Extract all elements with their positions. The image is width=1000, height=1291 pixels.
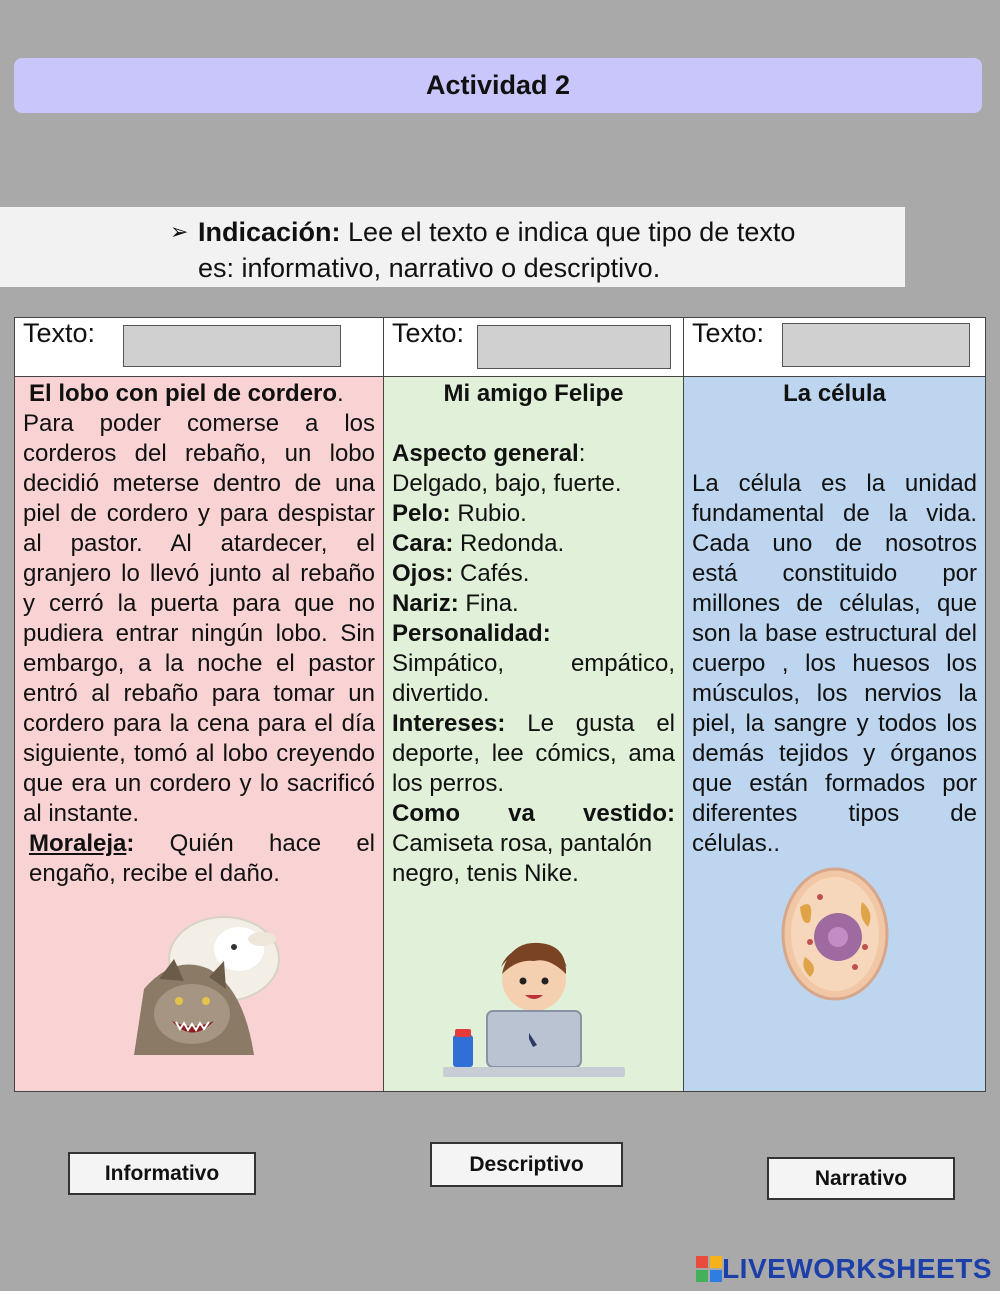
activity-title — [14, 58, 982, 113]
moral-text: Quién hace el engaño, recibe el daño. — [29, 830, 376, 887]
header-cell-2 — [384, 318, 684, 377]
boy-laptop-illustration — [392, 929, 675, 1079]
wolf-sheep-icon — [114, 909, 284, 1055]
answer-informativo-label: Informativo — [104, 1161, 220, 1185]
cell-illustration — [692, 867, 977, 1002]
texts-table — [14, 317, 986, 1092]
instruction-line1: Lee el texto e indica que tipo de texto — [348, 217, 796, 247]
drop-slot-1[interactable] — [123, 325, 341, 367]
aspecto-value: Delgado, bajo, fuerte. — [392, 470, 622, 497]
aspecto-label: Aspecto general — [392, 440, 579, 467]
content-row — [15, 377, 986, 1092]
header-row — [15, 318, 986, 377]
moral-colon: : — [126, 830, 135, 857]
lobo-title-suffix: . — [337, 380, 344, 407]
ojos-value: Cafés. — [460, 560, 530, 587]
nariz-value: Fina. — [465, 590, 519, 617]
vestido-label: Como va vestido: — [392, 800, 675, 827]
texto-label-3: Texto: — [692, 318, 765, 348]
lobo-moral — [23, 829, 375, 889]
ojos-label: Ojos: — [392, 560, 454, 587]
logo-text: LIVEWORKSHEETS — [722, 1253, 992, 1284]
felipe-title: Mi amigo Felipe — [443, 380, 624, 407]
header-cell-3 — [684, 318, 986, 377]
celula-title: La célula — [783, 380, 886, 407]
moral-label: Moraleja — [29, 830, 127, 857]
wolf-sheep-illustration — [23, 909, 375, 1055]
answer-narrativo-label: Narrativo — [814, 1166, 908, 1190]
felipe-cell — [384, 377, 684, 1092]
lobo-paragraph: Para poder comerse a los corderos del rebaño, un lobo decidió meterse dentro de una piel de cordero y para despistar al pastor. Al atardecer, el granjero lo llevó junto al rebaño y cerró la puerta para que no pudiera entrar ningún lobo. Sin embargo, a la noche el pastor entró al rebaño para tomar un cordero para la cena para el día siguiente, tomó al lobo creyendo que era un cordero y lo sacrificó al instante. — [23, 410, 375, 827]
cara-label: Cara: — [392, 530, 454, 557]
texto-label-1: Texto: — [23, 318, 96, 348]
celula-paragraph: La célula es la unidad fundamental de la vida. Cada uno de nosotros está constituido por millones de células, que son la base estructural del cuerpo , los huesos los músculos, los nervios la piel, la sangre y todos los demás tejidos y órganos que están formados por diferentes tipos de células.. — [692, 470, 977, 857]
liveworksheets-logo-icon — [696, 1256, 722, 1282]
celula-cell — [684, 377, 986, 1092]
arrow-bullet-icon: ➢ — [170, 219, 189, 244]
answer-descriptivo-label: Descriptivo — [469, 1152, 584, 1176]
pelo-label: Pelo: — [392, 500, 451, 527]
activity-title-text: Actividad 2 — [425, 70, 571, 100]
instruction-label: Indicación: — [198, 217, 341, 247]
texto-label-2: Texto: — [392, 318, 465, 348]
answer-informativo-button[interactable] — [68, 1152, 256, 1195]
instruction-text — [198, 214, 795, 287]
answer-narrativo-button[interactable] — [767, 1157, 955, 1200]
cara-value: Redonda. — [460, 530, 565, 557]
cell-icon — [780, 867, 890, 1002]
personalidad-value: Simpático, empático, divertido. — [392, 650, 675, 707]
liveworksheets-logo — [696, 1253, 992, 1285]
aspecto-colon: : — [578, 440, 586, 467]
answer-descriptivo-button[interactable] — [430, 1142, 623, 1187]
boy-laptop-icon — [439, 929, 629, 1079]
instruction-box — [0, 207, 905, 287]
lobo-title: El lobo con piel de cordero — [29, 380, 338, 407]
lobo-cell — [15, 377, 384, 1092]
instruction-line2: es: informativo, narrativo o descriptivo. — [198, 253, 661, 283]
intereses-label: Intereses: — [392, 710, 506, 737]
intereses-value: Le gusta el deporte, lee cómics, ama los perros. — [392, 710, 675, 797]
pelo-value: Rubio. — [457, 500, 527, 527]
drop-slot-2[interactable] — [477, 325, 671, 369]
nariz-label: Nariz: — [392, 590, 459, 617]
vestido-value: Camiseta rosa, pantalón negro, tenis Nike. — [392, 830, 653, 887]
header-cell-1 — [15, 318, 384, 377]
personalidad-label: Personalidad: — [392, 620, 551, 647]
drop-slot-3[interactable] — [782, 323, 970, 367]
